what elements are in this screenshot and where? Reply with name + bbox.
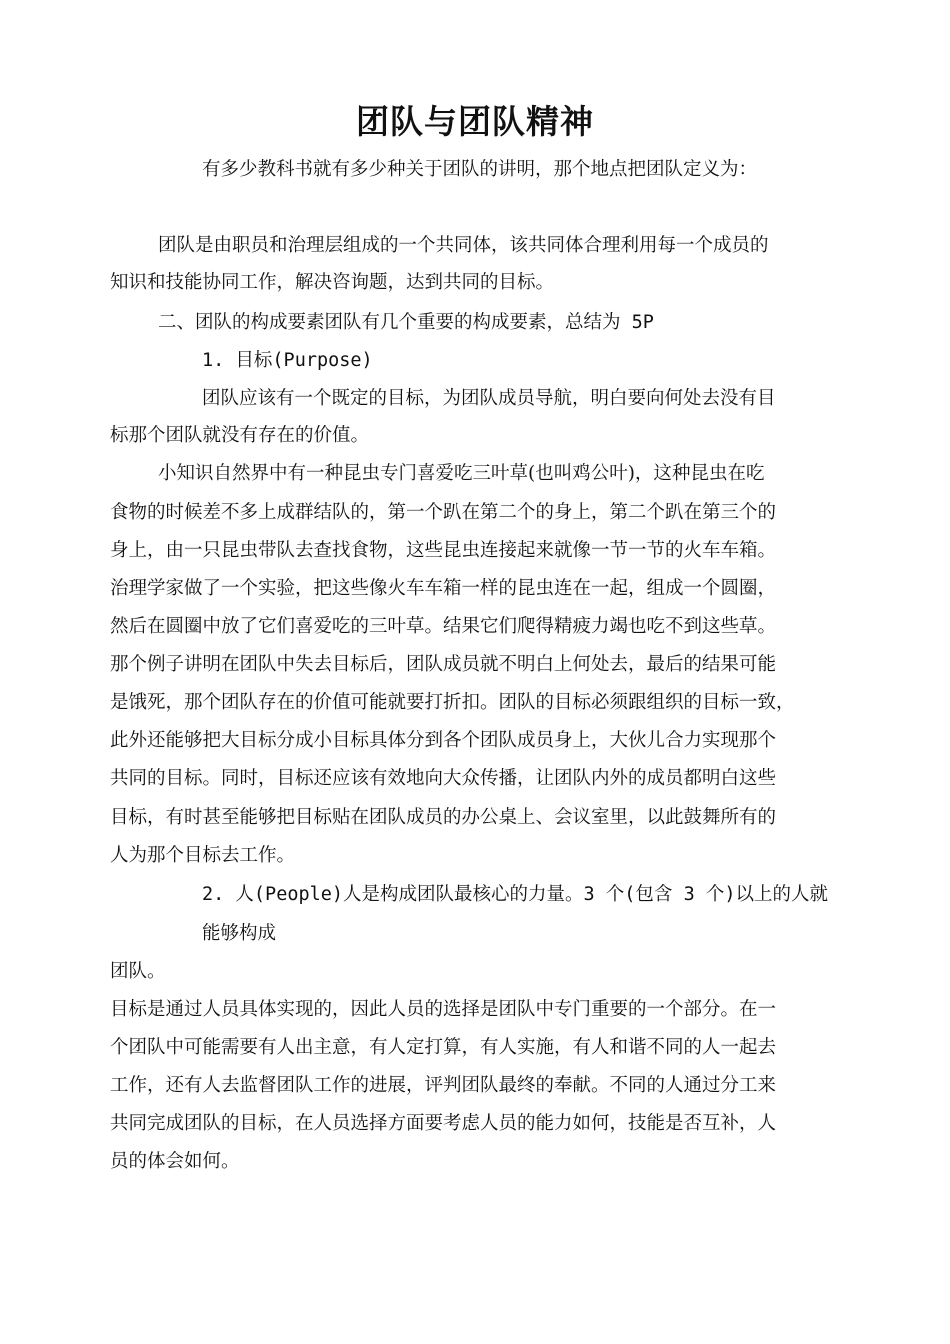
item2-para-line-3: 工作，还有人去监督团队工作的进展，评判团队最终的奉献。不同的人通过分工来	[110, 1075, 777, 1096]
story-line-10: 目标，有时甚至能够把目标贴在团队成员的办公桌上、会议室里，以此鼓舞所有的	[110, 807, 777, 828]
intro-line: 有多少教科书就有多少种关于团队的讲明，那个地点把团队定义为：	[202, 159, 758, 180]
story-line-7: 是饿死，那个团队存在的价值可能就要打折扣。团队的目标必须跟组织的目标一致，	[110, 692, 795, 713]
story-line-2: 食物的时候差不多上成群结队的，第一个趴在第二个的身上，第二个趴在第三个的	[110, 502, 777, 523]
item1-heading: 1. 目标(Purpose)	[202, 350, 373, 371]
item2-heading-line-1: 2. 人(People)人是构成团队最核心的力量。3 个(包含 3 个)以上的人就	[202, 884, 828, 905]
story-line-5: 然后在圆圈中放了它们喜爱吃的三叶草。结果它们爬得精疲力竭也吃不到这些草。	[110, 616, 777, 637]
definition-line-1: 团队是由职员和治理层组成的一个共同体，该共同体合理利用每一个成员的	[158, 235, 769, 256]
story-line-8: 此外还能够把大目标分成小目标具体分到各个团队成员身上，大伙儿合力实现那个	[110, 730, 777, 751]
item1-para-line-1: 团队应该有一个既定的目标，为团队成员导航，明白要向何处去没有目	[202, 388, 776, 409]
story-line-1: 小知识自然界中有一种昆虫专门喜爱吃三叶草(也叫鸡公叶)，这种昆虫在吃	[158, 463, 765, 484]
item2-heading-line-2: 能够构成	[202, 923, 277, 944]
page-title: 团队与团队精神	[356, 102, 594, 141]
story-line-11: 人为那个目标去工作。	[110, 845, 296, 866]
section-heading: 二、团队的构成要素团队有几个重要的构成要素，总结为 5P	[158, 312, 654, 333]
story-line-4: 治理学家做了一个实验，把这些像火车车箱一样的昆虫连在一起，组成一个圆圈，	[110, 578, 777, 599]
item2-para-line-1: 目标是通过人员具体实现的，因此人员的选择是团队中专门重要的一个部分。在一	[110, 999, 777, 1020]
story-line-9: 共同的目标。同时，目标还应该有效地向大众传播，让团队内外的成员都明白这些	[110, 768, 777, 789]
item1-para-line-2: 标那个团队就没有存在的价值。	[110, 425, 370, 446]
definition-line-2: 知识和技能协同工作，解决咨询题，达到共同的目标。	[110, 272, 555, 293]
item2-tail: 团队。	[110, 961, 166, 982]
item2-para-line-2: 个团队中可能需要有人出主意，有人定打算，有人实施，有人和谐不同的人一起去	[110, 1037, 777, 1058]
item2-para-line-4: 共同完成团队的目标，在人员选择方面要考虑人员的能力如何，技能是否互补，人	[110, 1113, 777, 1134]
item2-para-line-5: 员的体会如何。	[110, 1151, 240, 1172]
story-line-6: 那个例子讲明在团队中失去目标后，团队成员就不明白上何处去，最后的结果可能	[110, 654, 777, 675]
story-line-3: 身上，由一只昆虫带队去查找食物，这些昆虫连接起来就像一节一节的火车车箱。	[110, 540, 777, 561]
